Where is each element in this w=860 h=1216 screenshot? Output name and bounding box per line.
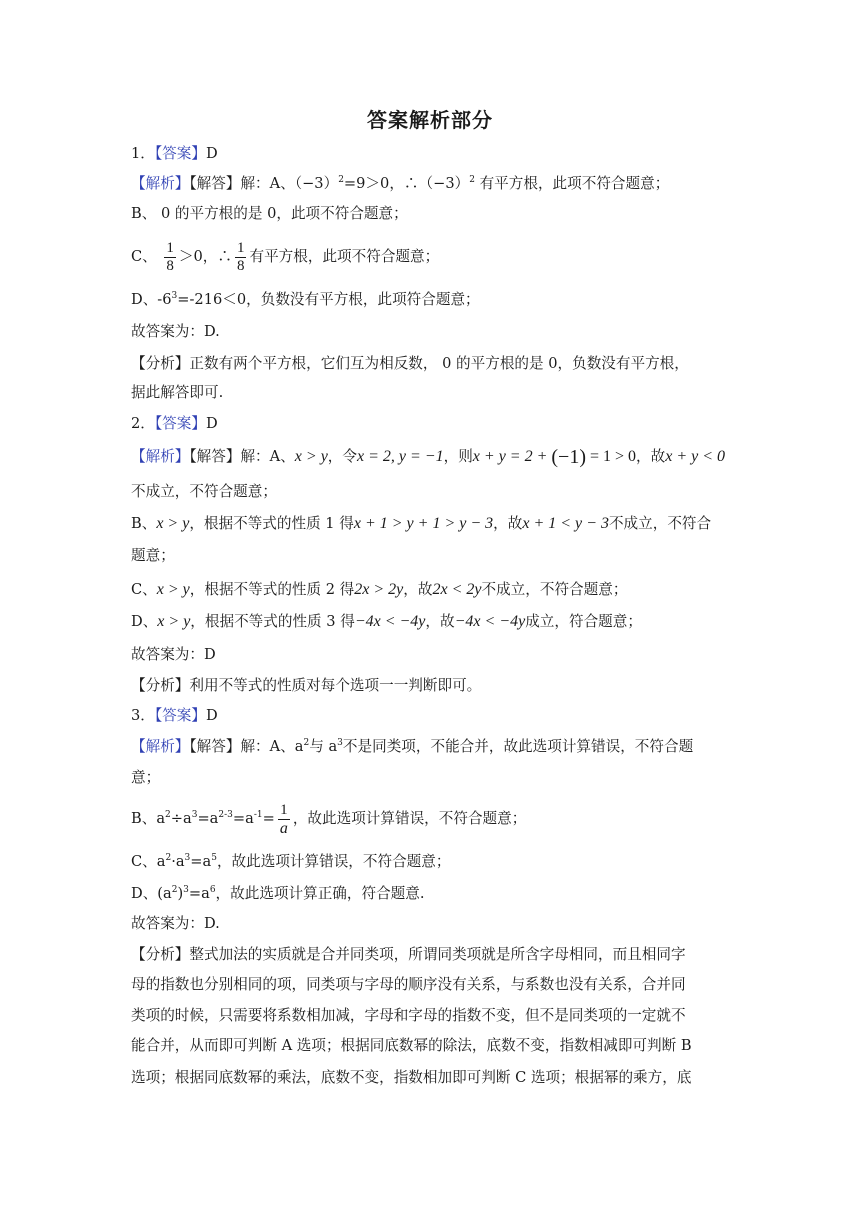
q1-line-c: C、 $\frac{1}{8}$ ＞0，∴ $\frac{1}{8}$ 有平方根，此项不符合题意；	[131, 239, 440, 274]
q3-analysis-line-1: 【解析】【解答】解：A、$a^2$与 $a^3$不是同类项，不能合并，故此选项计算错误，不符合题	[131, 738, 694, 755]
q3-answer-line: 3．【答案】D	[131, 707, 218, 724]
q3-conclusion: 故答案为：D.	[131, 915, 220, 932]
q1-analysis-note-2: 据此解答即可.	[131, 384, 224, 401]
q2-line-a-cont: 不成立，不符合题意；	[131, 483, 277, 500]
q3-line-c: C、$a^2\cdot a^3=a^5$，故此选项计算错误，不符合题意；	[131, 853, 451, 870]
q2-line-b-cont: 题意；	[131, 547, 175, 564]
q1-answer-line: 1．【答案】D	[131, 145, 218, 162]
q2-conclusion: 故答案为：D	[131, 646, 216, 663]
q3-line-a-cont: 意；	[131, 769, 161, 786]
q3-analysis-note-3: 类项的时候，只需要将系数相加减，字母和字母的指数不变，但不是同类项的一定就不	[131, 1007, 686, 1024]
analysis-tag: 【解析】	[131, 175, 190, 192]
fraction-one-eighth: $\frac{1}{8}$	[166, 239, 174, 274]
q2-analysis-note: 【分析】利用不等式的性质对每个选项一一判断即可。	[131, 677, 482, 694]
q2-analysis-line-1: 【解析】【解答】解：A、x > y，令x = 2, y = −1，则x + y = 2 + (−1) = 1 > 0，故x + y < 0	[131, 446, 726, 468]
q3-analysis-note-4: 能合并，从而即可判断 A 选项；根据同底数幂的除法，底数不变，指数相减即可判断 B	[131, 1037, 692, 1054]
fraction-one-over-a: $\frac{1}{a}$	[279, 801, 288, 837]
q1-analysis-note-1: 【分析】正数有两个平方根，它们互为相反数， 0 的平方根的是 0，负数没有平方根，	[131, 355, 689, 372]
answer-tag: 【答案】	[154, 145, 206, 162]
q2-line-b: B、x > y，根据不等式的性质 1 得x + 1 > y + 1 > y − 3，故x + 1 < y − 3不成立，不符合	[131, 515, 712, 532]
fraction-one-eighth: $\frac{1}{8}$	[236, 239, 245, 274]
q1-line-b: B、 0 的平方根的是 0，此项不符合题意；	[131, 205, 408, 222]
q3-analysis-note-1: 【分析】整式加法的实质就是合并同类项，所谓同类项就是所含字母相同，而且相同字	[131, 946, 686, 963]
q3-line-d: D、$(a^2)^3=a^6$，故此选项计算正确，符合题意.	[131, 885, 425, 902]
q2-line-d: D、x > y，根据不等式的性质 3 得−4x < −4y，故−4x < −4y成立，符合题意；	[131, 613, 642, 630]
q2-answer-line: 2．【答案】D	[131, 415, 218, 432]
analysis-tag: 【解析】	[131, 448, 190, 465]
page-title: 答案解析部分	[367, 108, 493, 132]
q3-analysis-note-2: 母的指数也分别相同的项，同类项与字母的顺序没有关系，与系数也没有关系，合并同	[131, 976, 686, 993]
q3-line-b: B、$a^2\div a^3=a^{2-3}=a^{-1}=$ $\frac{1}{a}$ ，故此选项计算错误，不符合题意；	[131, 801, 527, 837]
q1-analysis-line-1: 【解析】【解答】解：A、$(-3)^2=9>0$，$\therefore(-3)^2$ 有平方根，此项不符合题意；	[131, 175, 670, 192]
answer-tag: 【答案】	[154, 415, 206, 432]
q1-conclusion: 故答案为：D.	[131, 323, 220, 340]
q3-analysis-note-5: 选项；根据同底数幂的乘法，底数不变，指数相加即可判断 C 选项；根据幂的乘方，底	[131, 1069, 692, 1086]
q1-line-d: D、$-6^3=-216<0$，负数没有平方根，此项符合题意；	[131, 291, 480, 308]
answer-tag: 【答案】	[154, 707, 206, 724]
analysis-tag: 【解析】	[131, 738, 190, 755]
q2-line-c: C、x > y，根据不等式的性质 2 得2x > 2y，故2x < 2y不成立，不符合题意；	[131, 581, 628, 598]
